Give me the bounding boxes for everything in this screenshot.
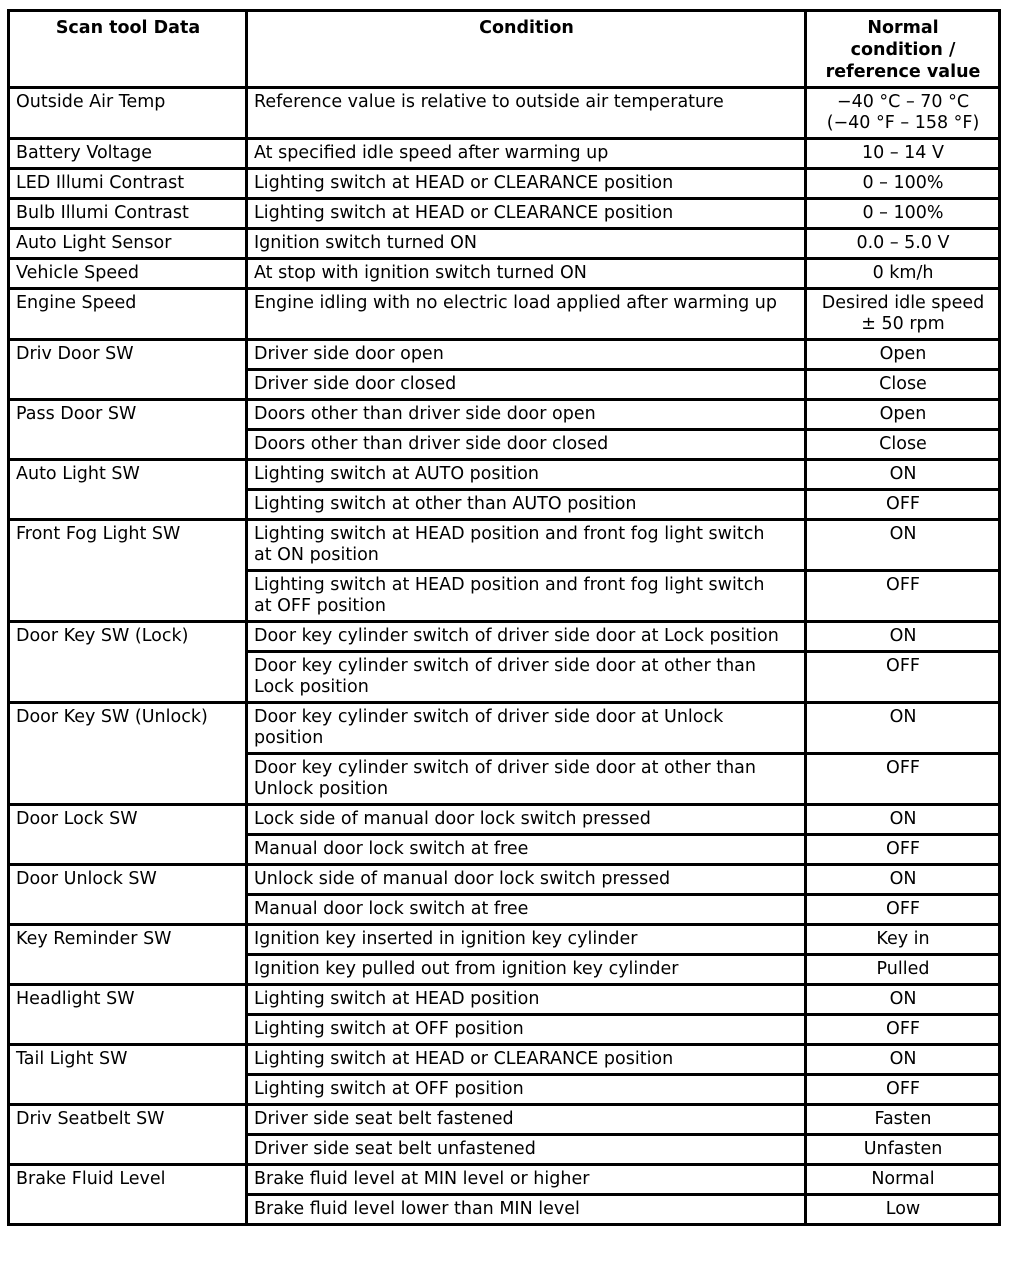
table-row — [9, 865, 1000, 895]
reference-value: ON — [806, 622, 1000, 652]
condition-cell: Driver side door closed — [247, 370, 806, 400]
header-normal-line: Normal — [867, 18, 939, 38]
reference-value: ON — [806, 520, 1000, 571]
reference-value: Close — [806, 430, 1000, 460]
table-row — [9, 259, 1000, 289]
condition-cell: Ignition key inserted in ignition key cylinder — [247, 925, 806, 955]
reference-value: Fasten — [806, 1105, 1000, 1135]
condition-line: Lighting switch at HEAD position and front fog light switch — [254, 575, 765, 595]
header-normal-condition — [806, 11, 1000, 88]
table-row — [9, 169, 1000, 199]
value-line: (−40 °F – 158 °F) — [826, 113, 980, 133]
table-row — [9, 340, 1000, 370]
reference-value: OFF — [806, 1075, 1000, 1105]
reference-value: ON — [806, 1045, 1000, 1075]
condition-cell: Doors other than driver side door open — [247, 400, 806, 430]
item-name: Outside Air Temp — [9, 88, 247, 139]
scan-tool-data-table — [7, 9, 1001, 1226]
condition-cell: Driver side seat belt fastened — [247, 1105, 806, 1135]
table-row — [9, 622, 1000, 652]
condition-cell: Engine idling with no electric load applied after warming up — [247, 289, 806, 340]
condition-cell: Lighting switch at OFF position — [247, 1015, 806, 1045]
reference-value: ON — [806, 805, 1000, 835]
condition-cell: Manual door lock switch at free — [247, 895, 806, 925]
condition-line: Door key cylinder switch of driver side door at Unlock — [254, 707, 724, 727]
item-name: Door Lock SW — [9, 805, 247, 865]
table-row — [9, 1165, 1000, 1195]
table-row — [9, 925, 1000, 955]
item-name: Front Fog Light SW — [9, 520, 247, 622]
reference-value: OFF — [806, 652, 1000, 703]
condition-cell: Lighting switch at OFF position — [247, 1075, 806, 1105]
header-condition: Condition — [247, 11, 806, 88]
reference-value: Key in — [806, 925, 1000, 955]
condition-cell: Driver side door open — [247, 340, 806, 370]
table-row — [9, 400, 1000, 430]
reference-value: OFF — [806, 490, 1000, 520]
table-row — [9, 1105, 1000, 1135]
table-row — [9, 139, 1000, 169]
reference-value: 0 – 100% — [806, 199, 1000, 229]
condition-line: Door key cylinder switch of driver side door at other than — [254, 758, 756, 778]
reference-value: 0 km/h — [806, 259, 1000, 289]
table-row — [9, 1045, 1000, 1075]
header-scan-tool-data: Scan tool Data — [9, 11, 247, 88]
item-name: Driv Seatbelt SW — [9, 1105, 247, 1165]
item-name: Door Unlock SW — [9, 865, 247, 925]
reference-value: OFF — [806, 754, 1000, 805]
reference-value: ON — [806, 865, 1000, 895]
condition-line: Door key cylinder switch of driver side door at other than — [254, 656, 756, 676]
item-name: Driv Door SW — [9, 340, 247, 400]
reference-value: ON — [806, 985, 1000, 1015]
condition-cell: Ignition switch turned ON — [247, 229, 806, 259]
reference-value: OFF — [806, 835, 1000, 865]
item-name: Headlight SW — [9, 985, 247, 1045]
condition-cell — [247, 652, 806, 703]
condition-cell: Doors other than driver side door closed — [247, 430, 806, 460]
reference-value: Normal — [806, 1165, 1000, 1195]
reference-value: 10 – 14 V — [806, 139, 1000, 169]
reference-value: Close — [806, 370, 1000, 400]
condition-cell: Manual door lock switch at free — [247, 835, 806, 865]
table-header-row — [9, 11, 1000, 88]
condition-cell: Unlock side of manual door lock switch pressed — [247, 865, 806, 895]
condition-cell: Lighting switch at AUTO position — [247, 460, 806, 490]
item-name: Battery Voltage — [9, 139, 247, 169]
reference-value — [806, 289, 1000, 340]
table-row — [9, 985, 1000, 1015]
condition-line: at ON position — [254, 545, 379, 565]
item-name: Brake Fluid Level — [9, 1165, 247, 1225]
item-name: Vehicle Speed — [9, 259, 247, 289]
reference-value: 0 – 100% — [806, 169, 1000, 199]
condition-cell: Door key cylinder switch of driver side door at Lock position — [247, 622, 806, 652]
table-row — [9, 199, 1000, 229]
condition-cell: Lighting switch at HEAD position — [247, 985, 806, 1015]
condition-line: Lock position — [254, 677, 369, 697]
item-name: Tail Light SW — [9, 1045, 247, 1105]
item-name: Engine Speed — [9, 289, 247, 340]
reference-value: OFF — [806, 571, 1000, 622]
condition-cell: Lighting switch at HEAD or CLEARANCE position — [247, 1045, 806, 1075]
condition-line: Lighting switch at HEAD position and front fog light switch — [254, 524, 765, 544]
condition-line: position — [254, 728, 324, 748]
item-name: Door Key SW (Lock) — [9, 622, 247, 703]
reference-value: ON — [806, 460, 1000, 490]
item-name: Door Key SW (Unlock) — [9, 703, 247, 805]
condition-cell — [247, 754, 806, 805]
reference-value: Pulled — [806, 955, 1000, 985]
reference-value: ON — [806, 703, 1000, 754]
condition-cell: Lighting switch at HEAD or CLEARANCE position — [247, 199, 806, 229]
reference-value — [806, 88, 1000, 139]
table-row — [9, 289, 1000, 340]
condition-cell: Brake fluid level lower than MIN level — [247, 1195, 806, 1225]
item-name: Key Reminder SW — [9, 925, 247, 985]
table-row — [9, 703, 1000, 754]
condition-cell: Driver side seat belt unfastened — [247, 1135, 806, 1165]
condition-line: at OFF position — [254, 596, 386, 616]
reference-value: Low — [806, 1195, 1000, 1225]
condition-cell: At specified idle speed after warming up — [247, 139, 806, 169]
condition-cell: Brake fluid level at MIN level or higher — [247, 1165, 806, 1195]
table-row — [9, 805, 1000, 835]
header-normal-line: reference value — [825, 62, 981, 82]
reference-value: Unfasten — [806, 1135, 1000, 1165]
value-line: Desired idle speed — [821, 293, 985, 313]
item-name: Bulb Illumi Contrast — [9, 199, 247, 229]
reference-value: 0.0 – 5.0 V — [806, 229, 1000, 259]
reference-value: OFF — [806, 1015, 1000, 1045]
value-line: −40 °C – 70 °C — [836, 92, 970, 112]
condition-cell: Lighting switch at HEAD or CLEARANCE position — [247, 169, 806, 199]
header-normal-line: condition / — [850, 40, 956, 60]
condition-cell: At stop with ignition switch turned ON — [247, 259, 806, 289]
reference-value: OFF — [806, 895, 1000, 925]
table-row — [9, 460, 1000, 490]
item-name: Auto Light SW — [9, 460, 247, 520]
condition-cell: Ignition key pulled out from ignition key cylinder — [247, 955, 806, 985]
condition-cell — [247, 520, 806, 571]
condition-line: Unlock position — [254, 779, 389, 799]
reference-value: Open — [806, 400, 1000, 430]
value-line: ± 50 rpm — [861, 314, 945, 334]
condition-cell — [247, 703, 806, 754]
table-row — [9, 88, 1000, 139]
item-name: Auto Light Sensor — [9, 229, 247, 259]
item-name: Pass Door SW — [9, 400, 247, 460]
condition-cell: Lock side of manual door lock switch pressed — [247, 805, 806, 835]
table-row — [9, 520, 1000, 571]
reference-value: Open — [806, 340, 1000, 370]
item-name: LED Illumi Contrast — [9, 169, 247, 199]
condition-cell: Lighting switch at other than AUTO position — [247, 490, 806, 520]
condition-cell: Reference value is relative to outside air temperature — [247, 88, 806, 139]
table-row — [9, 229, 1000, 259]
condition-cell — [247, 571, 806, 622]
